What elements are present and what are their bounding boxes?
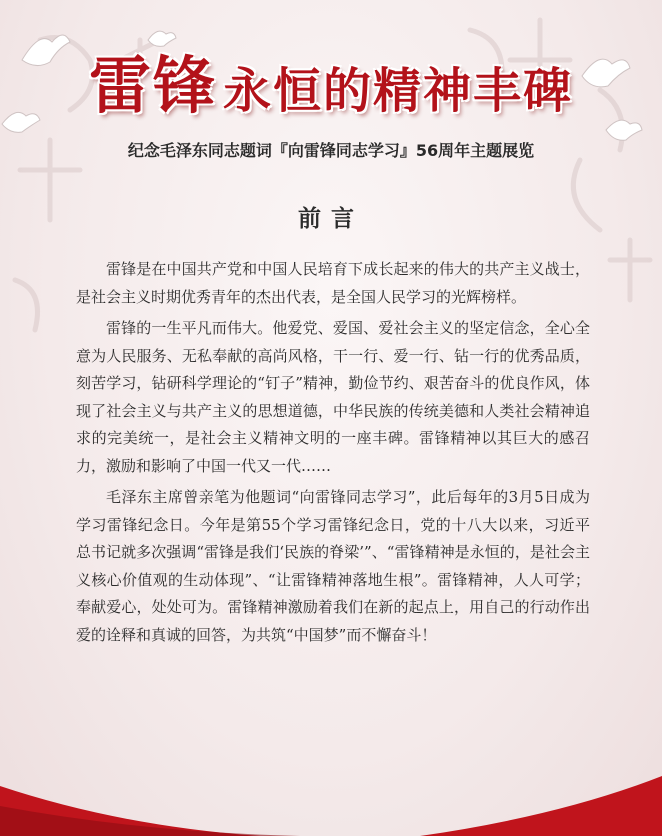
preface-body [76,256,590,653]
main-title [0,36,662,125]
main-title-part1: 雷锋 [88,49,217,122]
main-title-part2: 永恒的精神丰碑 [223,63,574,119]
preface-paragraph-2: 雷锋的一生平凡而伟大。他爱党、爱国、爱社会主义的坚定信念，全心全意为人民服务、无私奉献的高尚风格，干一行、爱一行、钻一行的优秀品质，刻苦学习，钻研科学理论的“钉子”精神，勤俭节约、艰苦奋斗的优良作风，体现了社会主义与共产主义的思想道德，中华民族的传统美德和人类社会精神追求的完美统一，是社会主义精神文明的一座丰碑。雷锋精神以其巨大的感召力，激励和影响了中国一代又一代…… [76,319,590,475]
section-heading: 前言 [298,206,364,232]
preface-paragraph-3: 毛泽东主席曾亲笔为他题词“向雷锋同志学习”，此后每年的3月5日成为学习雷锋纪念日。今年是第55个学习雷锋纪念日，党的十八大以来，习近平总书记就多次强调“雷锋是我们‘民族的脊梁’”、“雷锋精神是永恒的，是社会主义核心价值观的生动体现”、“让雷锋精神落地生根”。雷锋精神，人人可学；奉献爱心，处处可为。雷锋精神激励着我们在新的起点上，用自己的行动作出爱的诠释和真诚的回答，为共筑“中国梦”而不懈奋斗！ [76,488,590,644]
subtitle: 纪念毛泽东同志题词『向雷锋同志学习』56周年主题展览 [127,141,535,160]
preface-paragraph-1: 雷锋是在中国共产党和中国人民培育下成长起来的伟大的共产主义战士，是社会主义时期优秀青年的杰出代表，是全国人民学习的光辉榜样。 [76,260,590,306]
